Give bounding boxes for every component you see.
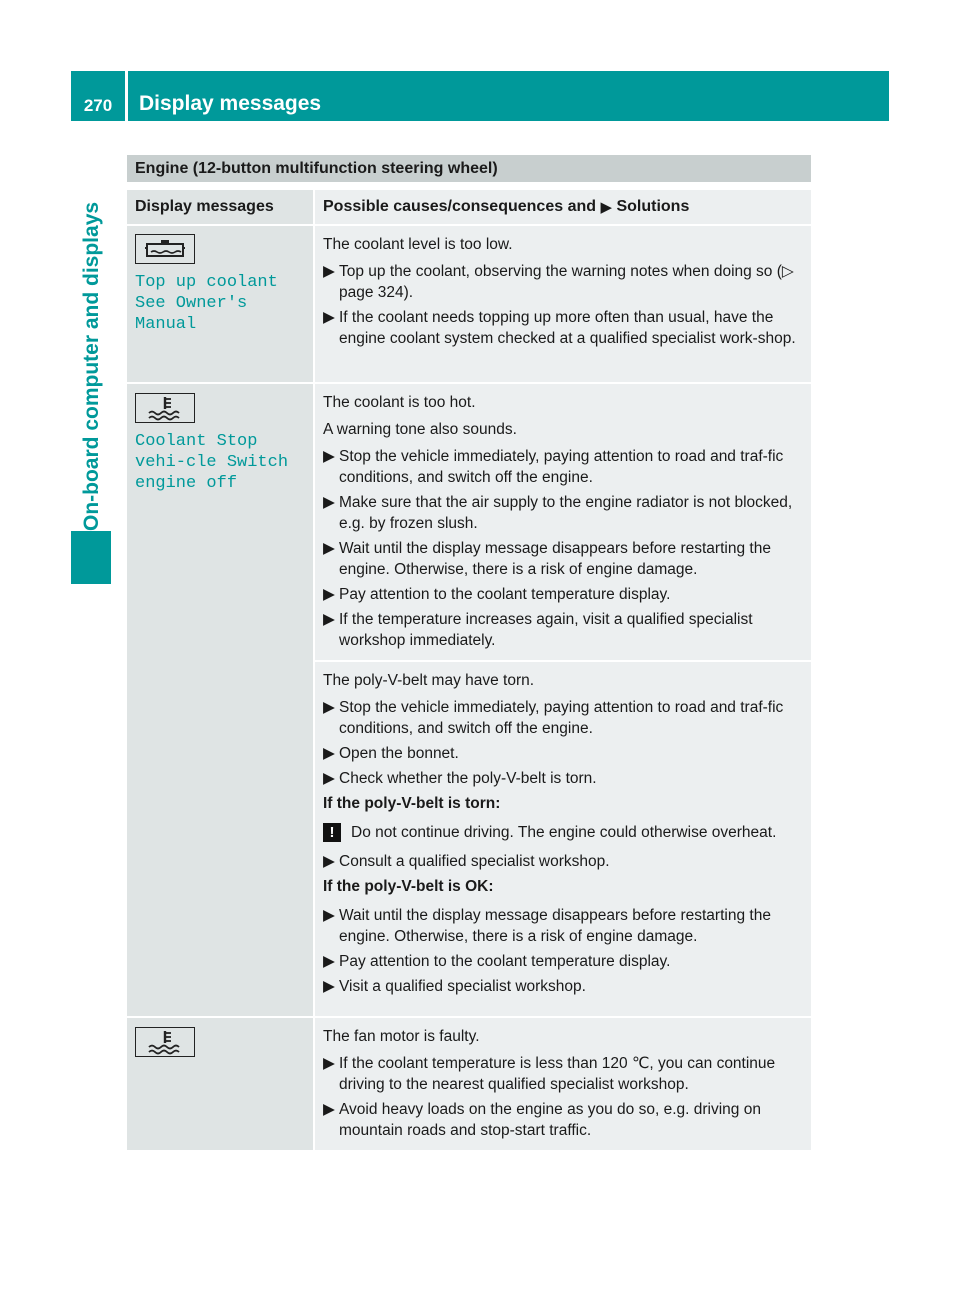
table-row-2a-solution-cell — [315, 384, 811, 660]
subheading-belt-ok: If the poly-V-belt is OK: — [323, 878, 494, 895]
bullet-arrow-icon: ▶ — [323, 611, 335, 628]
bullet-arrow-icon: ▶ — [323, 699, 335, 716]
bullet-arrow-icon: ▶ — [323, 1101, 335, 1118]
bullet-arrow-icon: ▶ — [323, 309, 335, 326]
table-row-2b-solution-cell — [315, 662, 811, 1016]
list-item — [323, 446, 804, 488]
coolant-temperature-icon — [135, 393, 195, 423]
warning-note — [323, 822, 804, 843]
solution-step: Stop the vehicle immediately, paying attention to road and traf-fic conditions, and switch off the engine. — [339, 448, 784, 486]
table-title: Engine (12-button multifunction steering wheel) — [127, 155, 811, 182]
solution-step: Avoid heavy loads on the engine as you do so, e.g. driving on mountain roads and stop-start traffic. — [339, 1101, 761, 1139]
table-row-3-message-cell — [127, 1018, 313, 1150]
display-message-text: Top up coolant See Owner's Manual — [135, 273, 278, 334]
bullet-arrow-icon: ▶ — [323, 978, 335, 995]
header-divider — [125, 71, 128, 121]
list-item — [323, 976, 804, 997]
cause-text: The fan motor is faulty. — [323, 1028, 480, 1045]
bullet-arrow-icon: ▶ — [323, 1055, 335, 1072]
cause-text: A warning tone also sounds. — [323, 421, 517, 438]
solution-step: Open the bonnet. — [339, 745, 459, 762]
list-item — [323, 492, 804, 534]
solution-step: Stop the vehicle immediately, paying attention to road and traf-fic conditions, and switch off the engine. — [339, 699, 784, 737]
column-header-solutions: Solutions — [616, 198, 690, 215]
list-item — [323, 1099, 804, 1141]
bullet-arrow-icon: ▶ — [323, 448, 335, 465]
coolant-level-icon — [135, 234, 195, 264]
list-item — [323, 851, 804, 872]
solution-step: If the temperature increases again, visit a qualified specialist workshop immediately. — [339, 611, 753, 649]
bullet-arrow-icon: ▶ — [323, 953, 335, 970]
table-row-1-message-cell — [127, 226, 313, 382]
bullet-arrow-icon: ▶ — [323, 853, 335, 870]
bullet-arrow-icon: ▶ — [323, 745, 335, 762]
bullet-arrow-icon: ▶ — [323, 263, 335, 280]
list-item — [323, 538, 804, 580]
solution-step: Top up the coolant, observing the warning notes when doing so (▷ page 324). — [339, 263, 794, 301]
bullet-arrow-icon: ▶ — [323, 770, 335, 787]
table-row-1-solution-cell — [315, 226, 811, 382]
warning-icon: ! — [323, 823, 341, 842]
warning-text: Do not continue driving. The engine could otherwise overheat. — [351, 824, 777, 841]
solution-step: Check whether the poly-V-belt is torn. — [339, 770, 597, 787]
solution-step: Consult a qualified specialist workshop. — [339, 853, 610, 870]
table-row-2-message-cell — [127, 384, 313, 1016]
column-header-display-messages: Display messages — [127, 190, 313, 224]
solution-step: If the coolant temperature is less than 120 ℃, you can continue driving to the nearest qualified specialist workshop. — [339, 1055, 776, 1093]
bullet-arrow-icon: ▶ — [323, 907, 335, 924]
solution-step: Wait until the display message disappears before restarting the engine. Otherwise, there is a risk of engine damage. — [339, 907, 771, 945]
cause-text: The poly-V-belt may have torn. — [323, 672, 535, 689]
column-header-causes-solutions — [315, 190, 811, 224]
solution-step: Pay attention to the coolant temperature display. — [339, 953, 671, 970]
cause-text: The coolant is too hot. — [323, 394, 476, 411]
bullet-arrow-icon: ▶ — [323, 494, 335, 511]
coolant-temperature-icon — [135, 1027, 195, 1057]
list-item — [323, 905, 804, 947]
bullet-arrow-icon: ▶ — [323, 586, 335, 603]
solution-step: Visit a qualified specialist workshop. — [339, 978, 586, 995]
solution-step: If the coolant needs topping up more often than usual, have the engine coolant system checked at a qualified specialist work-shop. — [339, 309, 796, 347]
solution-step: Make sure that the air supply to the engine radiator is not blocked, e.g. by frozen slush. — [339, 494, 793, 532]
list-item — [323, 951, 804, 972]
list-item — [323, 743, 804, 764]
bullet-arrow-icon: ▶ — [323, 540, 335, 557]
page-number: 270 — [83, 96, 113, 115]
list-item — [323, 768, 804, 789]
cause-text: The coolant level is too low. — [323, 236, 513, 253]
list-item — [323, 261, 804, 303]
side-tab-label: On-board computer and displays — [80, 201, 103, 531]
solution-step: Pay attention to the coolant temperature display. — [339, 586, 671, 603]
table-row-3-solution-cell — [315, 1018, 811, 1150]
column-header-causes: Possible causes/consequences and — [323, 198, 597, 215]
arrow-icon: ▶ — [600, 199, 613, 216]
list-item — [323, 584, 804, 605]
list-item — [323, 1053, 804, 1095]
subheading-belt-torn: If the poly-V-belt is torn: — [323, 795, 501, 812]
list-item — [323, 307, 804, 349]
page-title: Display messages — [139, 92, 322, 115]
display-message-text: Coolant Stop vehi‐cle Switch engine off — [135, 432, 289, 493]
list-item — [323, 609, 804, 651]
list-item — [323, 697, 804, 739]
solution-step: Wait until the display message disappears before restarting the engine. Otherwise, there is a risk of engine damage. — [339, 540, 771, 578]
